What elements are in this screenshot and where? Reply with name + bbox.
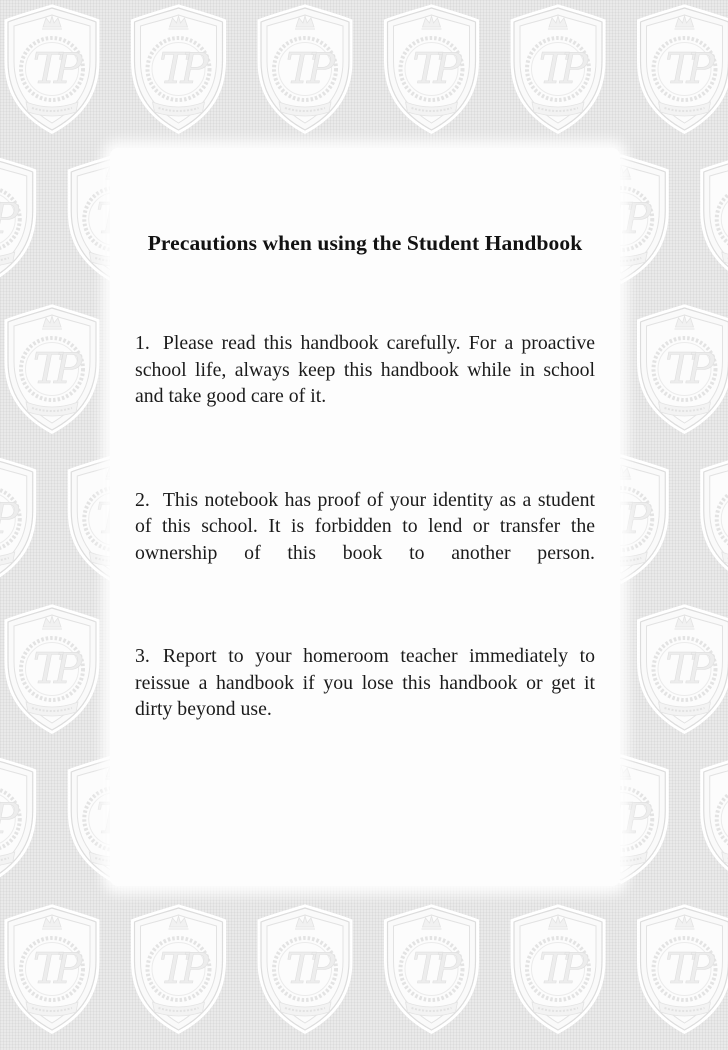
handbook-rule-item-2: [135, 487, 595, 567]
page-title: Precautions when using the Student Handbook: [147, 231, 583, 255]
rule-text: Report to your homeroom teacher immediately to reissue a handbook if you lose this handbook or get it dirty beyond use.: [135, 645, 595, 720]
handbook-rule-item-3: [135, 643, 595, 723]
handbook-page-panel: [110, 148, 620, 886]
handbook-rule-item-1: [135, 330, 595, 410]
rule-text: Please read this handbook carefully. For a proactive school life, always keep this handbook while in school and take good care of it.: [135, 332, 595, 407]
rule-number: 3.: [135, 645, 150, 667]
rule-text: This notebook has proof of your identity as a student of this school. It is forbidden to lend or transfer the ownership of this book to another person.: [135, 488, 595, 564]
rule-number: 1.: [135, 332, 150, 354]
rule-number: 2.: [135, 488, 150, 511]
